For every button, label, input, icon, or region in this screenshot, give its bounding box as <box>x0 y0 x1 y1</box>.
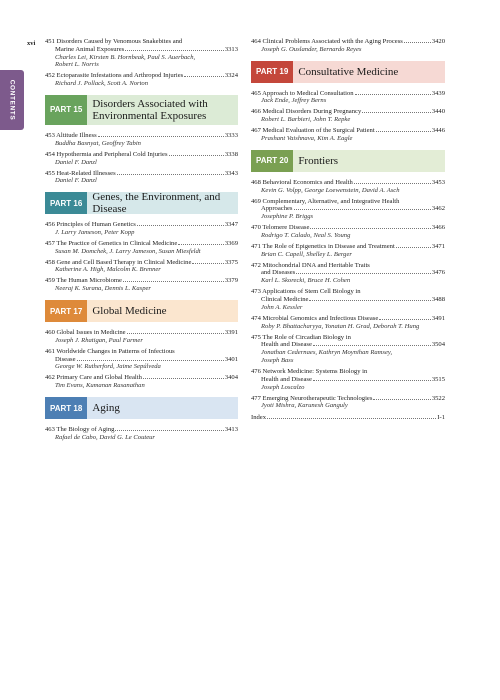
toc-entry[interactable] <box>251 38 445 54</box>
entry-title-line <box>251 243 445 251</box>
entry-title: Health and Disease <box>261 341 312 349</box>
entry-authors: J. Larry Jameson, Peter Kopp <box>55 228 135 236</box>
page-ref: 3504 <box>431 341 445 349</box>
entry-title: 474 Microbial Genomics and Infectious Disease <box>251 314 379 322</box>
entry-authors: Buddha Basnyat, Geoffrey Tabin <box>55 139 141 147</box>
dot-leader <box>362 112 431 113</box>
dot-leader <box>98 136 224 137</box>
dot-leader <box>169 155 224 156</box>
entry-authors: Jonathan Cedernaes, Kathryn Moynihan Ramsey, <box>261 349 393 357</box>
dot-leader <box>376 131 431 132</box>
entry-authors: Daniel F. Danzl <box>55 158 97 166</box>
entry-title-line <box>45 277 238 285</box>
part-header <box>251 61 445 83</box>
page-ref: 3522 <box>431 394 445 402</box>
entry-title: 458 Gene and Cell Based Therapy in Clinical Medicine <box>45 258 192 266</box>
toc-entry[interactable] <box>45 426 238 442</box>
dot-leader <box>309 300 430 301</box>
part-header <box>45 192 238 214</box>
toc-entry[interactable] <box>45 151 238 167</box>
entry-authors: Karl L. Skorecki, Bruce H. Cohen <box>261 277 351 285</box>
dot-leader <box>127 333 224 334</box>
entry-title: 464 Clinical Problems Associated with the Aging Process <box>251 38 403 45</box>
page-ref: 3313 <box>224 45 238 53</box>
page-ref: 3413 <box>224 426 238 434</box>
entry-title: Approaches <box>261 205 293 213</box>
dot-leader <box>354 183 431 184</box>
dot-leader <box>404 42 431 43</box>
entry-authors: George W. Rutherford, Jaime Sepúlveda <box>55 363 161 371</box>
part-label: PART 20 <box>251 150 293 172</box>
entry-title: 457 The Practice of Genetics in Clinical Medicine <box>45 239 178 247</box>
page-ref: 3375 <box>224 258 238 266</box>
dot-leader <box>379 319 431 320</box>
dot-leader <box>373 399 430 400</box>
part-title: Frontiers <box>293 150 445 172</box>
entry-authors: Susan M. Domchek, J. Larry Jameson, Susan Miesfeldt <box>55 247 201 255</box>
dot-leader <box>192 263 223 264</box>
dot-leader <box>77 360 224 361</box>
entry-title-line <box>251 38 445 46</box>
index-line <box>251 414 445 422</box>
entry-title-line <box>45 221 238 229</box>
toc-entry[interactable] <box>251 368 445 391</box>
entry-title-line <box>45 170 238 178</box>
entry-title: 462 Primary Care and Global Health <box>45 374 142 382</box>
page-ref: 3491 <box>431 314 445 322</box>
entry-authors: Robert L. Norris <box>55 61 99 69</box>
entry-title: Marine Animal Exposures <box>55 45 125 53</box>
dot-leader <box>313 380 431 381</box>
page-ref: 3401 <box>224 355 238 363</box>
entry-title-line <box>45 426 238 434</box>
part-title: Global Medicine <box>87 300 238 322</box>
entry-title-line <box>251 315 445 323</box>
part-label: PART 18 <box>45 397 87 419</box>
toc-entry[interactable] <box>251 224 445 240</box>
toc-entry[interactable] <box>251 90 445 106</box>
entry-title: 452 Ectoparasite Infestations and Arthropod Injuries <box>45 72 184 80</box>
toc-entry[interactable] <box>251 288 445 311</box>
toc-entry[interactable] <box>45 277 238 293</box>
part-header <box>251 150 445 172</box>
toc-entry[interactable] <box>251 198 445 221</box>
entry-title: Health and Disease <box>261 375 312 383</box>
entry-authors: John A. Kessler <box>261 303 303 311</box>
dot-leader <box>267 418 436 419</box>
entry-title-line <box>251 108 445 116</box>
entry-title-line <box>45 356 238 364</box>
entry-title-line <box>251 127 445 135</box>
entry-title-line <box>251 90 445 98</box>
toc-entry[interactable] <box>45 259 238 275</box>
page-ref: 3515 <box>431 375 445 383</box>
entry-authors: Josephine P. Briggs <box>261 213 314 221</box>
dot-leader <box>296 273 431 274</box>
toc-entry[interactable] <box>45 374 238 390</box>
entry-title: 460 Global Issues in Medicine <box>45 329 126 337</box>
entry-title-line <box>45 240 238 248</box>
entry-title-line: 451 Disorders Caused by Venomous Snakebites and <box>45 38 183 45</box>
toc-right-column <box>251 38 445 425</box>
entry-title-line <box>45 72 238 80</box>
page-ref: 3440 <box>431 108 445 116</box>
part-title: Disorders Associated with Environmental Exposures <box>87 95 238 125</box>
entry-title-line: 473 Applications of Stem Cell Biology in <box>251 288 361 296</box>
contents-side-tab <box>0 70 24 130</box>
entry-title-line <box>251 341 445 349</box>
page-ref: 3453 <box>431 178 445 186</box>
entry-title-line: 461 Worldwide Changes in Patterns of Infectious <box>45 347 175 355</box>
entry-title: 453 Altitude Illness <box>45 131 97 139</box>
index-entry[interactable] <box>251 414 445 422</box>
page-ref: 3420 <box>431 38 445 45</box>
page-ref: 3466 <box>431 224 445 232</box>
side-tab-label: CONTENTS <box>8 79 16 121</box>
page-ref: 3462 <box>431 205 445 213</box>
toc-entry[interactable] <box>251 243 445 259</box>
entry-title-line <box>45 132 238 140</box>
toc-entry[interactable] <box>251 315 445 331</box>
entry-title: 463 The Biology of Aging <box>45 426 115 434</box>
entry-title-line: 469 Complementary, Alternative, and Integrative Health <box>251 197 400 205</box>
page-ref: 3471 <box>431 242 445 250</box>
entry-title: 455 Heat-Related Illnesses <box>45 169 116 177</box>
entry-authors: Neeraj K. Surana, Dennis L. Kasper <box>55 285 151 293</box>
toc-entry[interactable] <box>251 108 445 124</box>
toc-entry[interactable] <box>45 132 238 148</box>
entry-authors: Kevin G. Volpp, George Loewenstein, David A. Asch <box>261 186 400 194</box>
dot-leader <box>123 281 224 282</box>
toc-entry[interactable] <box>45 170 238 186</box>
dot-leader <box>125 50 224 51</box>
toc-entry[interactable] <box>251 179 445 195</box>
dot-leader <box>355 94 431 95</box>
toc-entry[interactable] <box>251 334 445 365</box>
entry-authors: Charles Lei, Kirsten B. Hornbeak, Paul S. Auerbach, <box>55 53 196 61</box>
part-header <box>45 95 238 125</box>
toc-entry[interactable] <box>251 127 445 143</box>
dot-leader <box>143 378 224 379</box>
entry-title-line <box>45 374 238 382</box>
page-ref: 3476 <box>431 269 445 277</box>
entry-authors: Jyoti Mishra, Karunesh Ganguly <box>261 402 348 410</box>
index-label: Index <box>251 414 267 422</box>
entry-authors: Rodrigo T. Calado, Neal S. Young <box>261 231 351 239</box>
entry-title: 467 Medical Evaluation of the Surgical Patient <box>251 127 375 135</box>
entry-title: 456 Principles of Human Genetics <box>45 221 136 229</box>
part-label: PART 17 <box>45 300 87 322</box>
dot-leader <box>184 76 224 77</box>
entry-title: 470 Telomere Disease <box>251 224 310 232</box>
page-ref: 3333 <box>224 131 238 139</box>
page-ref: 3324 <box>224 72 238 80</box>
entry-title-line <box>251 179 445 187</box>
entry-title-line <box>45 329 238 337</box>
page-ref: 3488 <box>431 296 445 304</box>
toc-entry[interactable] <box>45 72 238 88</box>
dot-leader <box>396 247 431 248</box>
page-ref: 3439 <box>431 89 445 97</box>
entry-title: 471 The Role of Epigenetics in Disease and Treatment <box>251 242 395 250</box>
entry-title-line <box>251 224 445 232</box>
entry-title: Clinical Medicine <box>261 296 309 304</box>
page-ref: 3446 <box>431 127 445 135</box>
part-header <box>45 300 238 322</box>
page-ref: 3391 <box>224 329 238 337</box>
toc-entry[interactable] <box>45 348 238 371</box>
toc-entry[interactable] <box>45 221 238 237</box>
entry-authors: Robert L. Barbieri, John T. Repke <box>261 116 351 124</box>
part-title: Genes, the Environment, and Disease <box>87 192 238 214</box>
entry-authors: Rafael de Cabo, David G. Le Couteur <box>55 433 155 441</box>
dot-leader <box>294 209 431 210</box>
entry-authors: Richard J. Pollack, Scott A. Norton <box>55 80 149 88</box>
entry-authors: Tim Evans, Kumanan Rasanathan <box>55 382 145 390</box>
entry-title-line <box>45 151 238 159</box>
entry-authors: Roby P. Bhattacharyya, Yonatan H. Grad, Deborah T. Hung <box>261 322 420 330</box>
entry-authors: Joseph Bass <box>261 357 294 364</box>
part-title: Aging <box>87 397 238 419</box>
page-ref: 3338 <box>224 150 238 158</box>
entry-title-line: 475 The Role of Circadian Biology in <box>251 333 351 341</box>
page-ref: 3379 <box>224 277 238 285</box>
part-title: Consultative Medicine <box>293 61 445 83</box>
entry-title-line <box>251 376 445 384</box>
page-ref: I-1 <box>437 414 445 422</box>
dot-leader <box>115 430 223 431</box>
toc-left-column <box>45 38 238 445</box>
entry-title-line <box>251 205 445 213</box>
page-ref: 3404 <box>224 374 238 382</box>
entry-title-line <box>45 46 238 54</box>
dot-leader <box>313 345 431 346</box>
entry-title: 466 Medical Disorders During Pregnancy <box>251 108 362 116</box>
entry-title-line: 476 Network Medicine: Systems Biology in <box>251 367 368 375</box>
entry-title: and Diseases <box>261 269 296 277</box>
dot-leader <box>117 174 224 175</box>
entry-title-line <box>251 296 445 304</box>
page-ref: 3347 <box>224 221 238 229</box>
entry-authors: Daniel F. Danzl <box>55 177 97 185</box>
entry-title-line <box>251 395 445 403</box>
part-label: PART 16 <box>45 192 87 214</box>
entry-authors: Brian C. Capell, Shelley L. Berger <box>261 250 352 258</box>
entry-authors: Joseph J. Rhatigan, Paul Farmer <box>55 336 143 344</box>
toc-entry[interactable] <box>45 329 238 345</box>
part-header <box>45 397 238 419</box>
dot-leader <box>178 244 224 245</box>
dot-leader <box>310 228 430 229</box>
page-number: xvi <box>27 40 36 47</box>
entry-title: 454 Hypothermia and Peripheral Cold Injuries <box>45 150 168 158</box>
page-ref: 3369 <box>224 239 238 247</box>
dot-leader <box>137 225 224 226</box>
part-label: PART 19 <box>251 61 293 83</box>
toc-entry[interactable] <box>45 240 238 256</box>
entry-title: 468 Behavioral Economics and Health <box>251 178 353 186</box>
toc-entry[interactable] <box>251 395 445 411</box>
part-label: PART 15 <box>45 95 87 125</box>
entry-authors: Katherine A. High, Malcolm K. Brenner <box>55 266 161 274</box>
page-ref: 3343 <box>224 169 238 177</box>
entry-title: 459 The Human Microbiome <box>45 277 122 285</box>
entry-title: Disease <box>55 355 76 363</box>
toc-entry[interactable] <box>251 262 445 285</box>
entry-title-line: 472 Mitochondrial DNA and Heritable Traits <box>251 261 370 269</box>
toc-entry[interactable] <box>45 38 238 69</box>
entry-title: 465 Approach to Medical Consultation <box>251 89 354 97</box>
entry-authors: Joseph G. Ouslander, Bernardo Reyes <box>261 45 362 53</box>
entry-authors: Jack Ende, Jeffrey Berns <box>261 97 327 105</box>
entry-authors: Prashant Vaishnava, Kim A. Eagle <box>261 134 353 142</box>
entry-title: 477 Emerging Neurotherapeutic Technologies <box>251 394 373 402</box>
entry-title-line <box>251 269 445 277</box>
entry-title-line <box>45 259 238 267</box>
entry-authors: Joseph Loscalzo <box>261 383 305 391</box>
